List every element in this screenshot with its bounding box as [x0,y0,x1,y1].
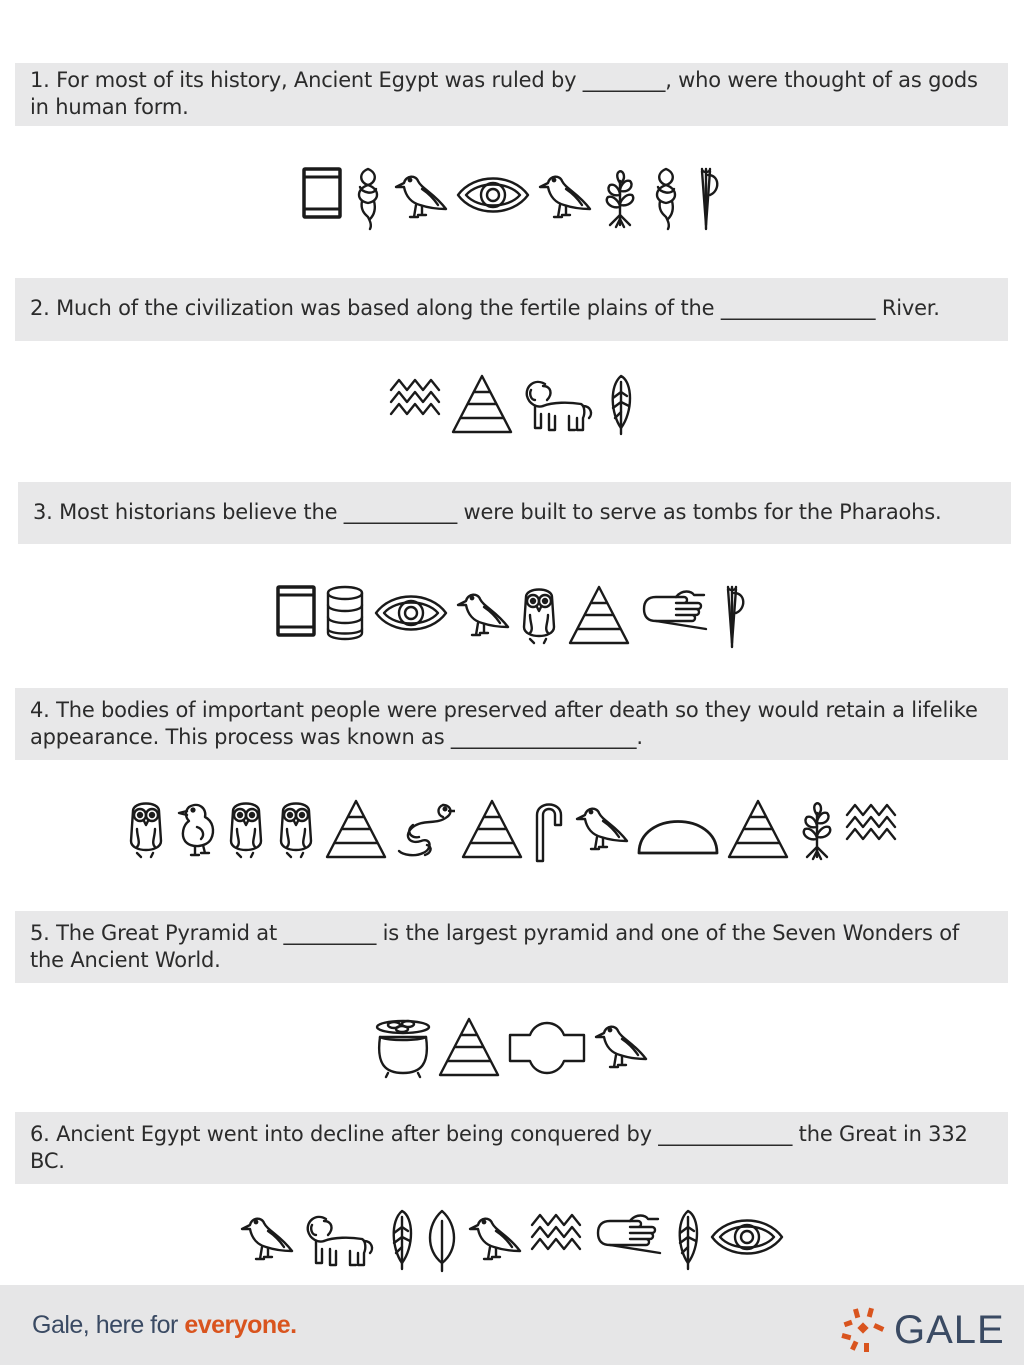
eye-hieroglyph-icon [454,165,532,231]
owl-hieroglyph-icon [223,797,269,863]
pyramid-hieroglyph-icon [449,372,515,438]
bird-hieroglyph-icon [573,797,631,863]
pyramid-hieroglyph-icon [436,1015,502,1081]
question-5-hieroglyphs [0,1012,1024,1084]
question-5-prompt: 5. The Great Pyramid at _________ is the largest pyramid and one of the Seven Wonders of the Ancient World. [15,911,1008,983]
pyramid-hieroglyph-icon [566,583,632,649]
gale-logo-text: GALE [894,1307,1005,1352]
hand-hieroglyph-icon [590,1207,666,1273]
footer-tagline [32,1311,297,1340]
footer-bar [0,1285,1024,1365]
pyramid-hieroglyph-icon [725,797,791,863]
question-3-prompt: 3. Most historians believe the ___________ were built to serve as tombs for the Pharaohs. [18,482,1011,544]
owl-hieroglyph-icon [123,797,169,863]
basket-hieroglyph-icon [322,583,368,649]
tagline-accent: everyone. [184,1311,297,1339]
question-4-hieroglyphs [0,792,1024,867]
question-1-hieroglyphs [0,160,1024,235]
feather-hieroglyph-icon [384,1207,418,1273]
gale-logo [840,1307,1005,1353]
bird-hieroglyph-icon [454,583,512,649]
bird-hieroglyph-icon [466,1207,524,1273]
question-6-hieroglyphs [0,1205,1024,1275]
owl-hieroglyph-icon [516,583,562,649]
snake-hieroglyph-icon [393,797,455,863]
bird-hieroglyph-icon [536,165,594,231]
hand-hieroglyph-icon [636,583,712,649]
question-1-prompt: 1. For most of its history, Ancient Egypt was ruled by ________, who were thought of as gods in human form. [15,63,1008,126]
lion-hieroglyph-icon [300,1207,380,1273]
water-hieroglyph-icon [843,797,901,863]
question-2-prompt: 2. Much of the civilization was based along the fertile plains of the _______________ River. [15,278,1008,341]
bird-hieroglyph-icon [238,1207,296,1273]
rope-hieroglyph-icon [646,165,686,231]
eye-hieroglyph-icon [372,583,450,649]
feather-hieroglyph-icon [603,372,637,438]
pot-hieroglyph-icon [374,1015,432,1081]
cane-hieroglyph-icon [529,797,569,863]
eye-hieroglyph-icon [708,1207,786,1273]
needle-hieroglyph-icon [716,583,750,649]
water-hieroglyph-icon [387,372,445,438]
question-3-hieroglyphs [0,578,1024,653]
pyramid-hieroglyph-icon [459,797,525,863]
chick-hieroglyph-icon [173,797,219,863]
bird-hieroglyph-icon [392,165,450,231]
cartouche-hieroglyph-icon [506,1015,588,1081]
owl-hieroglyph-icon [273,797,319,863]
plant-hieroglyph-icon [598,165,642,231]
needle-hieroglyph-icon [690,165,724,231]
square-hieroglyph-icon [300,165,344,231]
pyramid-hieroglyph-icon [323,797,389,863]
gale-burst-icon [840,1307,888,1353]
water-hieroglyph-icon [528,1207,586,1273]
lion-hieroglyph-icon [519,372,599,438]
question-6-prompt: 6. Ancient Egypt went into decline after being conquered by _____________ the Great in 332 BC. [15,1112,1008,1184]
leaf-hieroglyph-icon [422,1207,462,1273]
tagline-prefix: Gale, here for [32,1311,185,1339]
plant-hieroglyph-icon [795,797,839,863]
feather-hieroglyph-icon [670,1207,704,1273]
question-2-hieroglyphs [0,370,1024,440]
square-hieroglyph-icon [274,583,318,649]
semicircle-hieroglyph-icon [635,797,721,863]
rope-hieroglyph-icon [348,165,388,231]
question-4-prompt: 4. The bodies of important people were preserved after death so they would retain a lifelike appearance. This process was known as __________________. [15,688,1008,760]
bird-hieroglyph-icon [592,1015,650,1081]
